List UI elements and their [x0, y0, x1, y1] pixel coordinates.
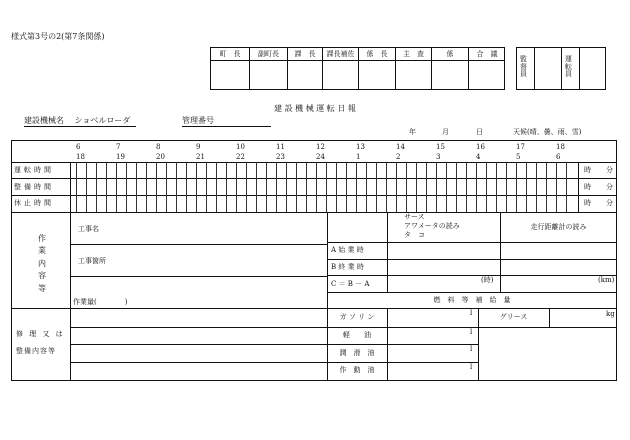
approval-header-senior-staff: 主 査	[403, 50, 424, 58]
time-grid-tick	[76, 162, 77, 212]
hour-label-top: 18	[556, 143, 565, 151]
hydraulic-oil-label: 作 動 油	[339, 366, 375, 374]
time-grid-tick	[306, 162, 307, 212]
start-time-label: A 始 業 時	[331, 246, 364, 254]
work-content-label: 作 業 内 容 等	[38, 234, 46, 293]
time-grid-tick	[236, 162, 237, 212]
time-grid-tick	[316, 162, 317, 212]
time-grid-tick	[296, 162, 297, 212]
time-grid-tick	[406, 162, 407, 212]
time-grid-tick	[456, 162, 457, 212]
downtime-label: 休止時間	[14, 199, 54, 207]
time-grid-tick	[216, 162, 217, 212]
time-grid-tick	[566, 162, 567, 212]
approval-header-assistant-chief: 課長補佐	[326, 50, 355, 58]
control-number-field	[182, 117, 271, 127]
time-grid-tick	[476, 162, 477, 212]
meter-label-tacho: タ コ	[404, 231, 425, 239]
km-unit-label: (km)	[598, 276, 615, 284]
time-grid-tick	[176, 162, 177, 212]
time-grid-tick	[86, 162, 87, 212]
time-grid-tick	[106, 162, 107, 212]
time-grid-tick	[536, 162, 537, 212]
hour-label-top: 12	[316, 143, 325, 151]
approval-header-staff: 係	[446, 50, 454, 58]
hour-label-bottom: 22	[236, 153, 245, 161]
diesel-label: 軽 油	[343, 331, 371, 339]
meter-label-service: サース	[404, 213, 425, 221]
time-grid-tick	[396, 162, 397, 212]
approval-header-vice-mayor: 副町長	[258, 50, 279, 58]
maintenance-minutes-unit: 分	[606, 183, 613, 191]
time-grid-tick	[436, 162, 437, 212]
operating-minutes-unit: 分	[606, 166, 613, 174]
time-grid-tick	[506, 162, 507, 212]
time-grid-tick	[466, 162, 467, 212]
page-title: 建 設 機 械 運 転 日 報	[274, 104, 356, 113]
lubricant-unit: l	[470, 345, 473, 353]
operator-label: 運転員	[565, 55, 572, 79]
time-grid-tick	[226, 162, 227, 212]
time-grid-tick	[156, 162, 157, 212]
time-grid-tick	[486, 162, 487, 212]
date-year-label: 年	[409, 128, 416, 136]
work-amount-label: 作業量( )	[73, 298, 128, 306]
time-grid-tick	[266, 162, 267, 212]
hour-label-bottom: 4	[476, 153, 481, 161]
grease-unit: kg	[606, 310, 615, 318]
time-grid-tick	[366, 162, 367, 212]
time-grid-tick	[126, 162, 127, 212]
hydraulic-oil-unit: l	[470, 363, 473, 371]
hour-label-top: 16	[476, 143, 485, 151]
downtime-minutes-unit: 分	[606, 199, 613, 207]
hour-label-top: 10	[236, 143, 245, 151]
approval-header-consultation: 合 議	[476, 50, 498, 58]
time-grid-tick	[196, 162, 197, 212]
end-time-label: B 終 業 時	[331, 263, 364, 271]
hour-label-top: 8	[156, 143, 161, 151]
hour-label-bottom: 5	[516, 153, 521, 161]
hour-label-bottom: 19	[116, 153, 125, 161]
hour-label-bottom: 24	[316, 153, 325, 161]
form-code: 様式第3号の2(第7条関係)	[11, 32, 105, 41]
date-day-label: 日	[476, 128, 483, 136]
hour-label-top: 15	[436, 143, 445, 151]
approval-header-section-chief: 課 長	[294, 50, 316, 58]
time-grid-tick	[246, 162, 247, 212]
hour-label-bottom: 23	[276, 153, 285, 161]
time-grid-tick	[326, 162, 327, 212]
supervisor-label: 監督員	[520, 55, 527, 79]
operating-hours-unit: 時	[584, 166, 591, 174]
date-month-label: 月	[442, 128, 449, 136]
time-grid-tick	[546, 162, 547, 212]
hour-label-top: 6	[76, 143, 81, 151]
operating-time-label: 運転時間	[14, 166, 54, 174]
odometer-label: 走行距離計の読み	[530, 223, 587, 231]
time-grid-tick	[356, 162, 357, 212]
repair-label-2: 整備内容等	[16, 347, 56, 355]
hour-label-top: 9	[196, 143, 201, 151]
hour-label-bottom: 18	[76, 153, 85, 161]
time-grid-tick	[556, 162, 557, 212]
time-grid-tick	[516, 162, 517, 212]
time-grid-tick	[116, 162, 117, 212]
time-grid-tick	[286, 162, 287, 212]
time-grid-tick	[206, 162, 207, 212]
time-grid-tick	[446, 162, 447, 212]
meter-label-hour: アワメータの読み	[404, 222, 460, 230]
hour-label-top: 17	[516, 143, 525, 151]
hour-label-top: 14	[396, 143, 405, 151]
weather-label: 天候(晴、曇、雨、雪)	[513, 128, 582, 136]
hour-label-top: 7	[116, 143, 121, 151]
machine-name-field	[24, 117, 136, 127]
time-grid-tick	[416, 162, 417, 212]
gasoline-label: ガ ソ リ ン	[339, 313, 375, 321]
time-grid-tick	[256, 162, 257, 212]
approval-header-mayor: 町 長	[219, 50, 241, 58]
hour-label-top: 13	[356, 143, 365, 151]
hour-label-bottom: 20	[156, 153, 165, 161]
hour-label-bottom: 1	[356, 153, 361, 161]
gasoline-unit: l	[470, 309, 473, 317]
downtime-hours-unit: 時	[584, 199, 591, 207]
time-grid-tick	[336, 162, 337, 212]
repair-label-1: 修 理 又 は	[16, 330, 65, 338]
time-grid-tick	[496, 162, 497, 212]
time-grid-tick	[386, 162, 387, 212]
hour-unit-label: (時)	[481, 276, 494, 284]
time-grid-tick	[426, 162, 427, 212]
grease-label: グリース	[499, 313, 528, 321]
hour-label-bottom: 2	[396, 153, 401, 161]
maintenance-time-label: 整備時間	[14, 183, 54, 191]
time-grid-tick	[276, 162, 277, 212]
time-grid-tick	[136, 162, 137, 212]
diesel-unit: l	[470, 328, 473, 336]
time-grid-tick	[146, 162, 147, 212]
control-number-label: 管理番号	[182, 116, 214, 125]
job-name-label: 工事名	[78, 225, 99, 233]
approval-header-unit-chief: 係 長	[366, 50, 388, 58]
hour-label-top: 11	[276, 143, 285, 151]
machine-name-value: ショベルローダ	[74, 116, 131, 125]
time-grid-tick	[376, 162, 377, 212]
hour-label-bottom: 3	[436, 153, 441, 161]
time-grid-tick	[526, 162, 527, 212]
job-place-label: 工事箇所	[78, 257, 106, 265]
time-grid-tick	[346, 162, 347, 212]
hour-label-bottom: 21	[196, 153, 205, 161]
time-grid-tick	[96, 162, 97, 212]
machine-name-label: 建設機械名	[24, 116, 64, 125]
lubricant-label: 潤 滑 油	[339, 349, 375, 357]
hour-label-bottom: 6	[556, 153, 561, 161]
time-grid-tick	[186, 162, 187, 212]
fuel-header: 燃 料 等 補 給 量	[433, 296, 511, 304]
time-grid-tick	[166, 162, 167, 212]
difference-label: C ＝ B － A	[331, 280, 370, 288]
maintenance-hours-unit: 時	[584, 183, 591, 191]
